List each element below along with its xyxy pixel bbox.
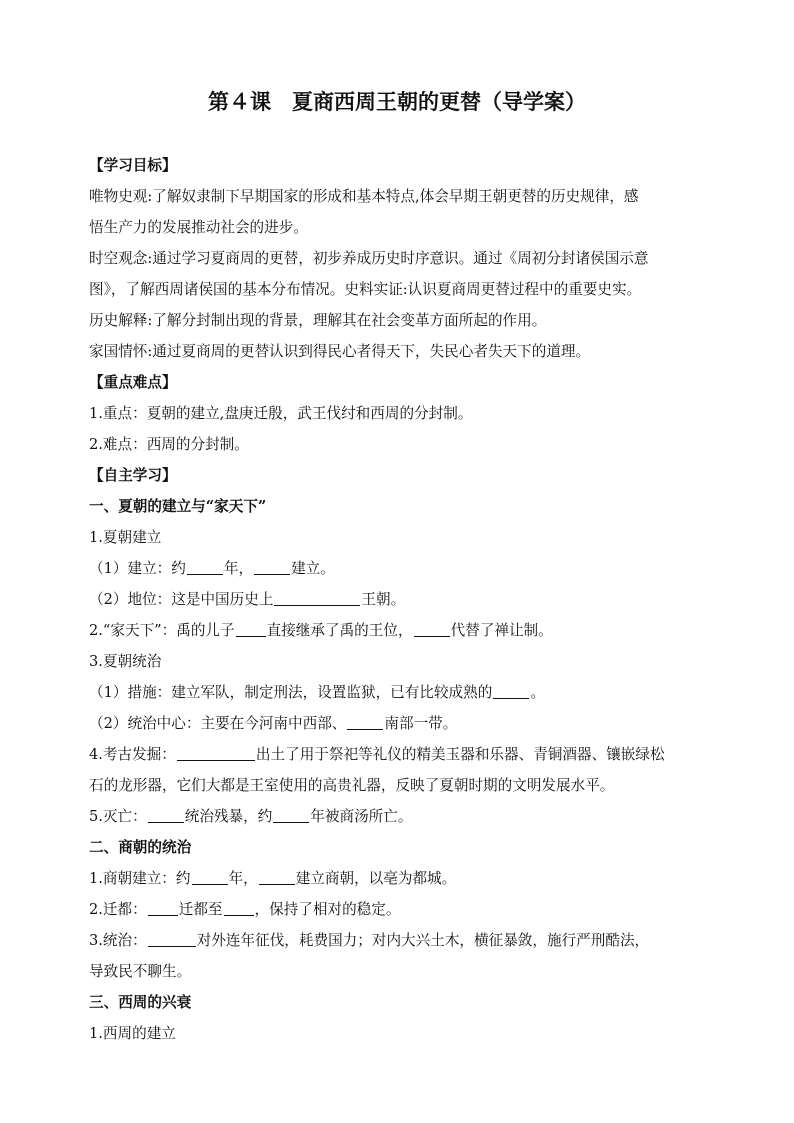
part-heading-xia: 一、夏朝的建立与“家天下” [89, 498, 267, 515]
item-jiatianxia: 2.“家天下”：禹的儿子 直接继承了禹的王位， 代替了禅让制。 [89, 622, 553, 639]
item-shang-rule-cont: 导致民不聊生。 [89, 963, 192, 980]
item-archaeology: 4.考古发掘： 出土了用于祭祀等礼仪的精美玉器和乐器、青铜酒器、镶嵌绿松 [89, 746, 665, 763]
item-shang-rule: 3.统治： 对外连年征伐，耗费国力；对内大兴土木，横征暴敛，施行严刑酷法， [89, 932, 650, 949]
fill-blank[interactable] [274, 590, 360, 606]
goal-line: 历史解释:了解分封制出现的背景，理解其在社会变革方面所起的作用。 [89, 312, 547, 329]
fill-blank[interactable] [177, 745, 255, 761]
item-xia-founding: 1.夏朝建立 [89, 529, 162, 546]
item-xia-founding-1: （1）建立：约 年， 建立。 [89, 560, 335, 577]
fill-blank[interactable] [192, 869, 228, 885]
item-xia-rule: 3.夏朝统治 [89, 653, 162, 670]
section-heading-key: 【重点难点】 [89, 374, 177, 391]
item-shang-founding: 1.商朝建立：约 年， 建立商朝，以亳为都城。 [89, 870, 457, 887]
goal-line: 家国情怀:通过夏商周的更替认识到得民心者得天下，失民心者失天下的道理。 [89, 343, 591, 360]
goal-line: 悟生产力的发展推动社会的进步。 [89, 219, 308, 236]
item-archaeology-cont: 石的龙形器，它们大都是王室使用的高贵礼器，反映了夏朝时期的文明发展水平。 [89, 777, 615, 794]
goal-line: 图》，了解西周诸侯国的基本分布情况。史料实证:认识夏商周更替过程中的重要史实。 [89, 281, 642, 298]
part-heading-western-zhou: 三、西周的兴衰 [89, 994, 192, 1011]
item-xia-rule-2: （2）统治中心：主要在今河南中西部、 南部一带。 [89, 715, 458, 732]
goal-line: 时空观念:通过学习夏商周的更替，初步养成历史时序意识。通过《周初分封诸侯国示意 [89, 250, 649, 267]
section-heading-self-study: 【自主学习】 [89, 467, 177, 484]
fill-blank[interactable] [347, 714, 383, 730]
fill-blank[interactable] [236, 621, 266, 637]
item-xia-rule-1: （1）措施：建立军队，制定刑法，设置监狱，已有比较成熟的 。 [89, 684, 545, 701]
difficult-point: 2.难点：西周的分封制。 [89, 436, 249, 453]
fill-blank[interactable] [148, 900, 178, 916]
fill-blank[interactable] [254, 559, 290, 575]
item-shang-capital: 2.迁都： 迁都至 ，保持了相对的稳定。 [89, 901, 401, 918]
fill-blank[interactable] [148, 931, 196, 947]
fill-blank[interactable] [148, 807, 184, 823]
page-title: 第４课 夏商西周王朝的更替（导学案） [208, 89, 586, 114]
fill-blank[interactable] [259, 869, 295, 885]
goal-line: 唯物史观:了解奴隶制下早期国家的形成和基本特点,体会早期王朝更替的历史规律，感 [89, 188, 639, 205]
fill-blank[interactable] [493, 683, 529, 699]
key-point: 1.重点：夏朝的建立,盘庚迁殷，武王伐纣和西周的分封制。 [89, 405, 473, 422]
item-xia-founding-2: （2）地位：这是中国历史上 王朝。 [89, 591, 406, 608]
item-zhou-founding: 1.西周的建立 [89, 1025, 176, 1042]
part-heading-shang: 二、商朝的统治 [89, 839, 192, 856]
fill-blank[interactable] [273, 807, 309, 823]
document-body [89, 150, 709, 1049]
section-heading-goals: 【学习目标】 [89, 157, 177, 174]
item-xia-fall: 5.灭亡： 统治残暴，约 年被商汤所亡。 [89, 808, 413, 825]
fill-blank[interactable] [224, 900, 254, 916]
fill-blank[interactable] [414, 621, 450, 637]
fill-blank[interactable] [187, 559, 223, 575]
